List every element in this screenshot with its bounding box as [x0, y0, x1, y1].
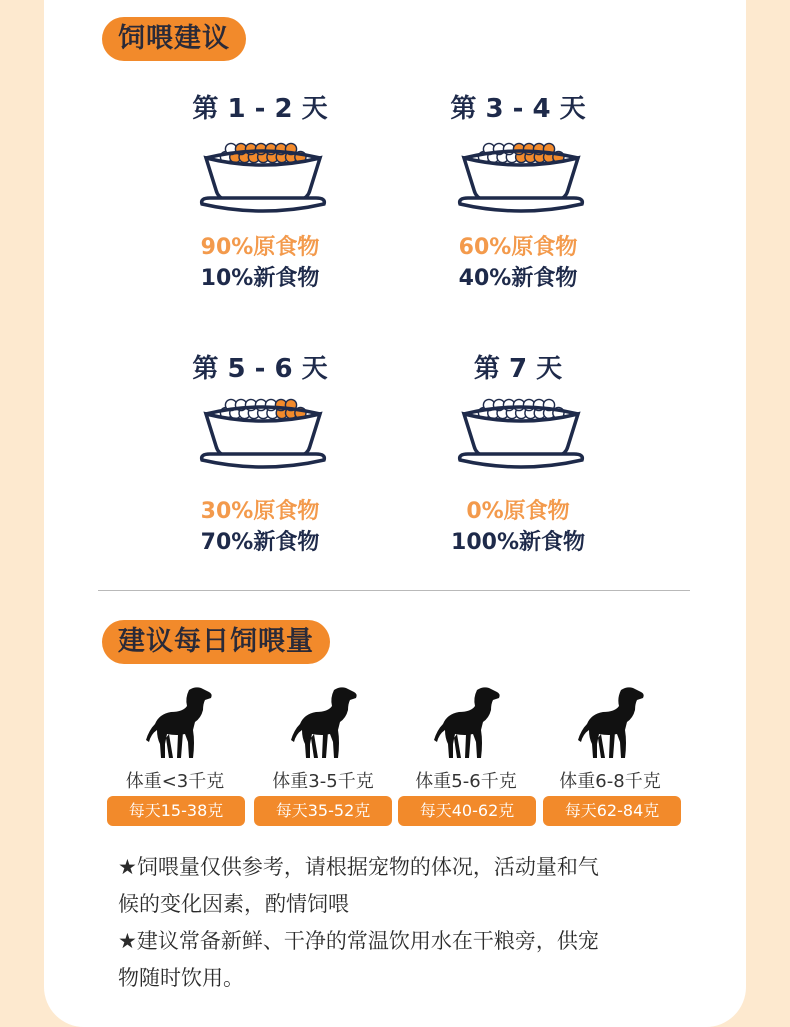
dog-silhouette-icon: [431, 684, 503, 762]
weight-label-3: 体重5-6千克: [415, 771, 517, 792]
dog-silhouette-icon: [288, 684, 360, 762]
stage-1-new-food: 10%新食物: [200, 266, 320, 291]
food-bowl-icon: [196, 138, 330, 214]
stage-1-day: 第 1 - 2 天: [192, 94, 328, 124]
stage-3-day: 第 5 - 6 天: [192, 354, 328, 384]
weight-label-1: 体重<3千克: [125, 771, 225, 792]
note-line-1: ★饲喂量仅供参考，请根据宠物的体况，活动量和气: [118, 855, 599, 879]
food-bowl-icon: [454, 138, 588, 214]
stage-3-old-food: 30%原食物: [200, 499, 320, 524]
dog-silhouette-icon: [143, 684, 215, 762]
section-title-feeding-advice: 饲喂建议: [102, 17, 246, 61]
daily-amount-badge-2: 每天35-52克: [254, 796, 392, 826]
daily-amount-badge-1: 每天15-38克: [107, 796, 245, 826]
stage-1-old-food: 90%原食物: [200, 235, 320, 260]
stage-4-old-food: 0%原食物: [466, 499, 570, 524]
stage-2-day: 第 3 - 4 天: [450, 94, 586, 124]
note-line-2: 候的变化因素，酌情饲喂: [118, 892, 349, 916]
food-bowl-icon: [196, 394, 330, 470]
stage-2-old-food: 60%原食物: [458, 235, 578, 260]
section-divider: [98, 590, 690, 591]
note-line-3: ★建议常备新鲜、干净的常温饮用水在干粮旁，供宠: [118, 929, 599, 953]
stage-2-new-food: 40%新食物: [458, 266, 578, 291]
daily-amount-badge-4: 每天62-84克: [543, 796, 681, 826]
weight-label-2: 体重3-5千克: [272, 771, 374, 792]
daily-amount-badge-3: 每天40-62克: [398, 796, 536, 826]
dog-silhouette-icon: [575, 684, 647, 762]
weight-label-4: 体重6-8千克: [559, 771, 661, 792]
stage-4-new-food: 100%新食物: [451, 530, 585, 555]
note-line-4: 物随时饮用。: [118, 966, 244, 990]
food-bowl-icon: [454, 394, 588, 470]
stage-4-day: 第 7 天: [473, 354, 563, 384]
stage-3-new-food: 70%新食物: [200, 530, 320, 555]
section-title-daily-amount: 建议每日饲喂量: [102, 620, 330, 664]
